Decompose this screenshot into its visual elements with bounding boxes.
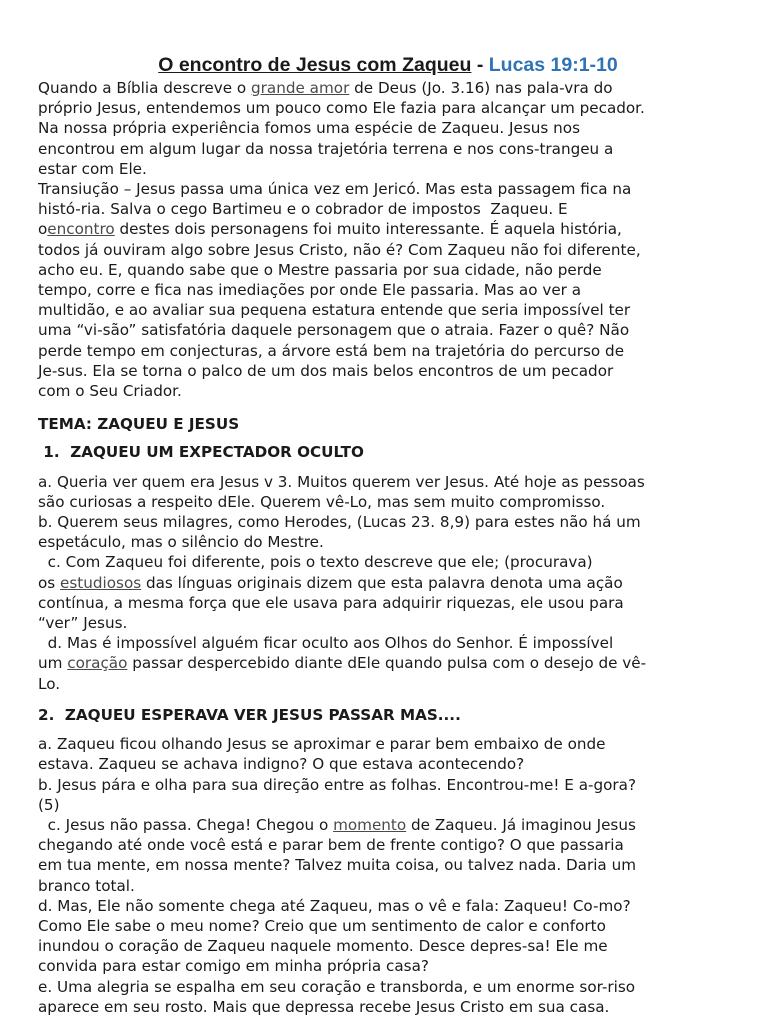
text-line: a. Queria ver quem era Jesus v 3. Muitos querem ver Jesus. Até hoje as pessoas xyxy=(38,472,645,491)
document-title xyxy=(38,52,738,78)
text-segment: o xyxy=(38,220,48,239)
text-line: acho eu. E, quando sabe que o Mestre passaria por sua cidade, não perde xyxy=(38,260,602,279)
text-line: em tua mente, em nossa mente? Talvez muita coisa, ou talvez nada. Daria um xyxy=(38,856,636,875)
text-segment: de Zaqueu. Já imaginou Jesus xyxy=(406,815,636,834)
text-line: tempo, corre e fica nas imediações por onde Ele passaria. Mas ao ver a xyxy=(38,281,582,300)
spacer xyxy=(38,465,738,472)
text-line: histó-ria. Salva o cego Bartimeu e o cobrador de impostos Zaqueu. E xyxy=(38,200,568,219)
text-line: c. Com Zaqueu foi diferente, pois o texto descreve que ele; (procurava) xyxy=(38,553,593,572)
text-line: espetáculo, mas o silêncio do Mestre. xyxy=(38,533,324,552)
link-grande-amor[interactable]: grande amor xyxy=(251,79,350,97)
text-line xyxy=(38,573,738,593)
text-segment: um xyxy=(38,654,68,673)
link-coracao[interactable]: coração xyxy=(67,654,128,673)
text-line: a. Zaqueu ficou olhando Jesus se aproximar e parar bem embaixo de onde xyxy=(38,735,606,754)
text-line: Como Ele sabe o meu nome? Creio que um sentimento de calor e conforto xyxy=(38,916,606,935)
intro-paragraph xyxy=(38,78,738,401)
text-line: perde tempo em conjecturas, a árvore está bem na trajetória do percurso de xyxy=(38,341,625,360)
text-line: branco total. xyxy=(38,876,135,895)
link-estudiosos[interactable]: estudiosos xyxy=(60,573,142,592)
text-line: chegando até onde você está e parar bem de frente contigo? O que passaria xyxy=(38,836,624,855)
text-line: todos já ouviram algo sobre Jesus Cristo, não é? Com Zaqueu não foi diferente, xyxy=(38,240,641,259)
title-dash: - xyxy=(471,54,489,76)
text-line: inundou o coração de Zaqueu naquele momento. Desce depres-sa! Ele me xyxy=(38,937,608,956)
title-reference: Lucas 19:1-10 xyxy=(488,54,618,76)
text-line: Lo. xyxy=(38,674,61,693)
text-line xyxy=(38,219,738,239)
text-line: aparece em seu rosto. Mais que depressa recebe Jesus Cristo em sua casa. xyxy=(38,997,610,1016)
text-line: estar com Ele. xyxy=(38,159,147,178)
text-segment: os xyxy=(38,573,61,592)
text-line: convida para estar comigo em minha própria casa? xyxy=(38,957,429,976)
text-line: com o Seu Criador. xyxy=(38,382,182,401)
text-line: b. Querem seus milagres, como Herodes, (Lucas 23. 8,9) para estes não há um xyxy=(38,513,641,532)
text-line: d. Mas, Ele não somente chega até Zaqueu, mas o vê e fala: Zaqueu! Co-mo? xyxy=(38,896,631,915)
text-segment: Quando a Bíblia descreve o xyxy=(38,79,252,97)
text-line xyxy=(38,78,738,98)
text-segment: passar despercebido diante dEle quando pulsa com o desejo de vê- xyxy=(127,654,647,673)
text-line: uma “vi-são” satisfatória daquele personagem que o atraia. Fazer o quê? Não xyxy=(38,321,630,340)
text-line: multidão, e ao avaliar sua pequena estatura entende que seria impossível ter xyxy=(38,301,631,320)
tema-heading: TEMA: ZAQUEU E JESUS xyxy=(38,415,240,434)
text-line: estava. Zaqueu se achava indigno? O que estava acontecendo? xyxy=(38,755,525,774)
link-momento[interactable]: momento xyxy=(333,815,407,834)
text-line: b. Jesus pára e olha para sua direção entre as folhas. Encontrou-me! E a-gora? xyxy=(38,775,637,794)
section1-body xyxy=(38,472,738,694)
text-line: (5) xyxy=(38,795,60,814)
text-line: próprio Jesus, entendemos um pouco como Ele fazia para alcançar um pecador. xyxy=(38,99,645,118)
link-encontro[interactable]: encontro xyxy=(47,220,115,239)
text-segment: c. Jesus não passa. Chega! Chegou o xyxy=(38,815,334,834)
text-segment: de Deus (Jo. 3.16) nas pala-vra do xyxy=(349,79,613,97)
title-main: O encontro de Jesus com Zaqueu xyxy=(158,54,472,76)
section2-body xyxy=(38,734,738,1017)
text-line: e. Uma alegria se espalha em seu coração e transborda, e um enorme sor-riso xyxy=(38,977,636,996)
text-line: Na nossa própria experiência fomos uma espécie de Zaqueu. Jesus nos xyxy=(38,119,580,138)
text-segment: destes dois personagens foi muito interessante. É aquela história, xyxy=(114,220,622,239)
text-line xyxy=(38,653,738,673)
text-line xyxy=(38,815,738,835)
text-line: d. Mas é impossível alguém ficar oculto aos Olhos do Senhor. É impossível xyxy=(38,634,614,653)
text-line: Je-sus. Ela se torna o palco de um dos mais belos encontros de um pecador xyxy=(38,361,614,380)
text-segment: das línguas originais dizem que esta palavra denota uma ação xyxy=(141,573,623,592)
spacer xyxy=(38,727,738,734)
text-line: “ver” Jesus. xyxy=(38,614,128,633)
text-line: são curiosas a respeito dEle. Querem vê-Lo, mas sem muito compromisso. xyxy=(38,492,606,511)
section1-heading: 1. ZAQUEU UM EXPECTADOR OCULTO xyxy=(38,443,364,462)
section2-heading: 2. ZAQUEU ESPERAVA VER JESUS PASSAR MAS.... xyxy=(38,705,461,724)
text-line: contínua, a mesma força que ele usava para adquirir riquezas, ele usou para xyxy=(38,593,624,612)
text-line: Transiução – Jesus passa uma única vez em Jericó. Mas esta passagem fica na xyxy=(38,180,632,199)
text-line: encontrou em algum lugar da nossa trajetória terrena e nos cons-trangeu a xyxy=(38,139,614,158)
